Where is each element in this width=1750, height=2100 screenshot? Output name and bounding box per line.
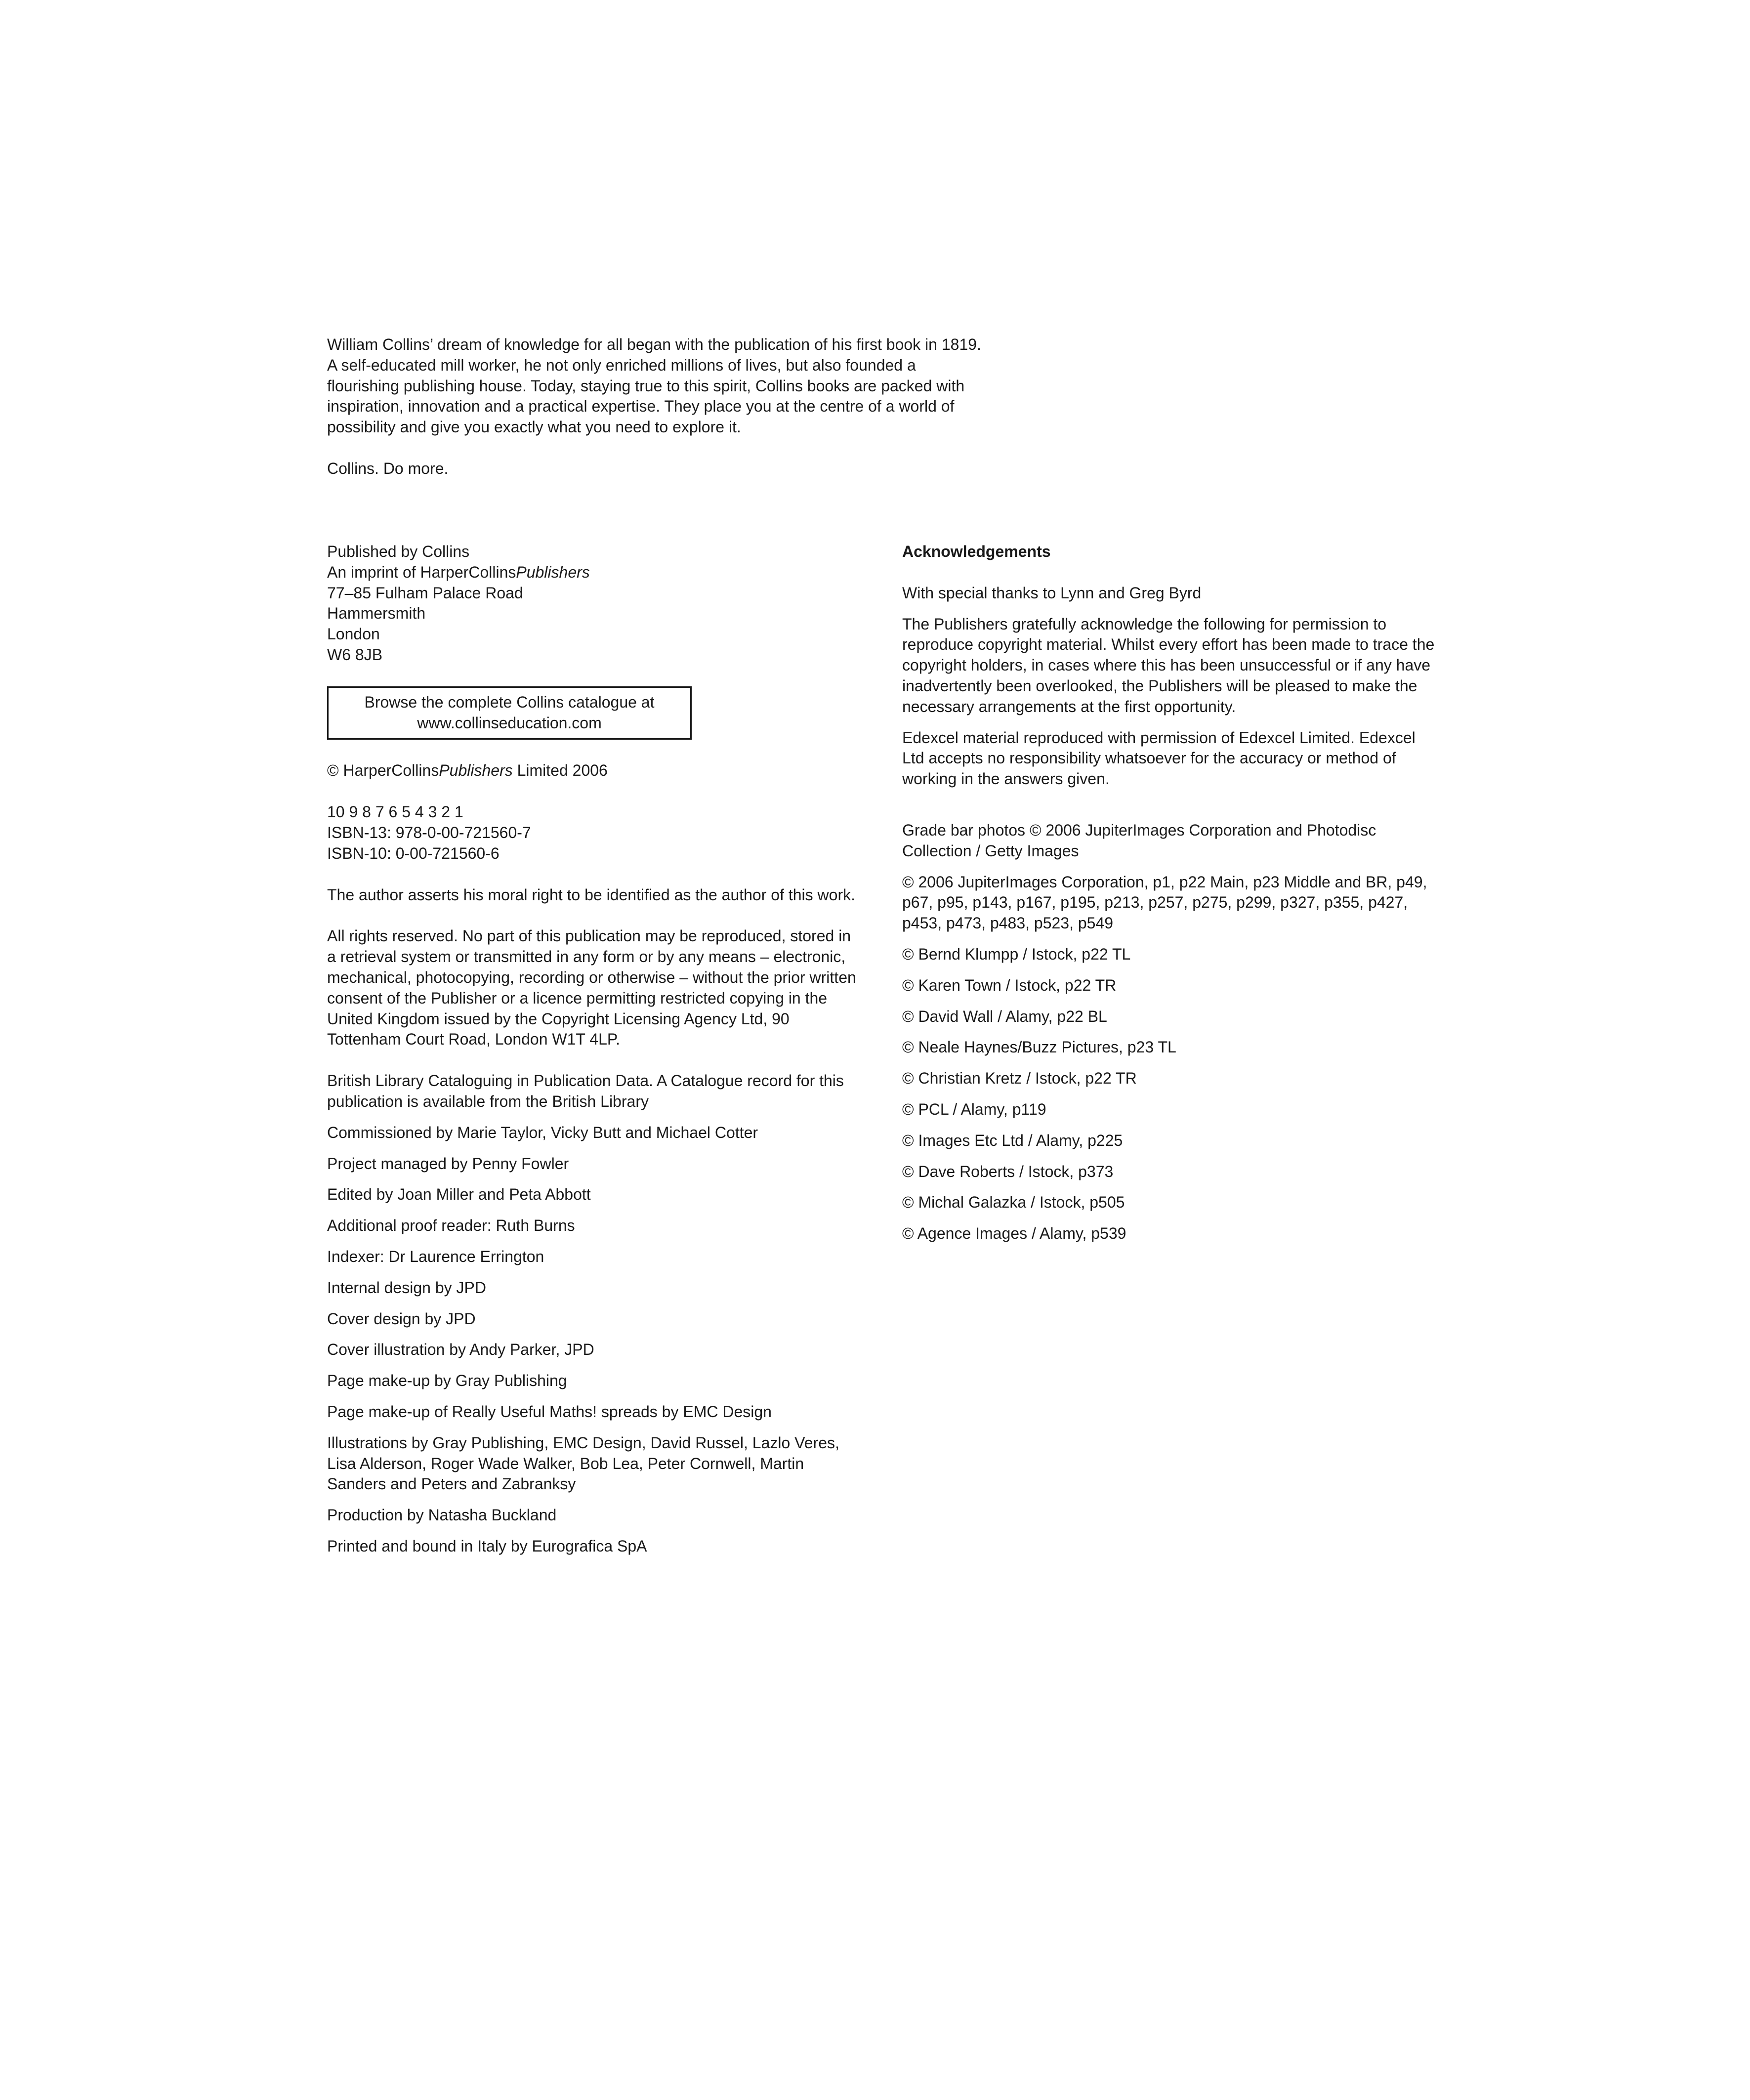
credit-line: Additional proof reader: Ruth Burns — [327, 1217, 575, 1235]
printing-info — [327, 802, 861, 864]
intro-paragraph: William Collins’ dream of knowledge for all began with the publication of his first book in 1819. A self-educated mill worker, he not only enriched millions of lives, but also founded a flourishing publishing house. Today, staying true to this spirit, Collins books are packed with inspiration, innovation and a practical expertise. They place you at the centre of a world of possibility and give you exactly what you need to explore it. — [327, 336, 981, 436]
credit-line: Illustrations by Gray Publishing, EMC Design, David Russel, Lazlo Veres, Lisa Alderson, Roger Wade Walker, Bob Lea, Peter Cornwell, Martin Sanders and Peters and Zabranksy — [327, 1433, 839, 1493]
photo-credit: © Christian Kretz / Istock, p22 TR — [902, 1069, 1137, 1088]
credit-line: Production by Natasha Buckland — [327, 1506, 557, 1524]
acknowledgements-column — [902, 542, 1436, 1255]
photo-credit: © Dave Roberts / Istock, p373 — [902, 1162, 1114, 1180]
imprint-prefix: An imprint of HarperCollins — [327, 563, 516, 581]
address-line: 77–85 Fulham Palace Road — [327, 584, 523, 602]
rights-reserved: All rights reserved. No part of this publication may be reproduced, stored in a retrieval system or transmitted in any form or by any means – electronic, mechanical, photocopying, recording or otherwise – without the prior written consent of the Publisher or a licence permitting restricted copying in the United Kingdom issued by the Copyright Licensing Agency Ltd, 90 Tottenham Court Road, London W1T 4LP. — [327, 927, 856, 1049]
photo-credit: © Neale Haynes/Buzz Pictures, p23 TL — [902, 1038, 1176, 1056]
special-thanks: With special thanks to Lynn and Greg Byrd — [902, 584, 1202, 602]
imprint-italic: Publishers — [516, 563, 590, 581]
credit-line: Indexer: Dr Laurence Errington — [327, 1247, 544, 1265]
copyright-italic: Publishers — [439, 761, 513, 780]
cataloguing-note: British Library Cataloguing in Publication Data. A Catalogue record for this publication is available from the British Library — [327, 1072, 844, 1110]
photo-credit: © Karen Town / Istock, p22 TR — [902, 976, 1117, 994]
print-number-line: 10 9 8 7 6 5 4 3 2 1 — [327, 803, 463, 821]
isbn-10: ISBN-10: 0-00-721560-6 — [327, 844, 500, 862]
publishers-note: The Publishers gratefully acknowledge the following for permission to reproduce copyright material. Whilst every effort has been made to trace the copyright holders, in cases where this has been unsuccessful or if any have inadvertently been overlooked, the Publishers will be pleased to make the necessary arrangements at the first opportunity. — [902, 615, 1435, 715]
credit-line: Printed and bound in Italy by Eurografica SpA — [327, 1537, 647, 1555]
published-by: Published by Collins — [327, 543, 470, 560]
moral-rights: The author asserts his moral right to be identified as the author of this work. — [327, 885, 855, 904]
photo-credit: © Michal Galazka / Istock, p505 — [902, 1193, 1125, 1212]
photo-credit: © David Wall / Alamy, p22 BL — [902, 1007, 1107, 1025]
photo-credit: © 2006 JupiterImages Corporation, p1, p22 Main, p23 Middle and BR, p49, p67, p95, p143, p167, p195, p213, p257, p275, p299, p327, p355, p427, p453, p473, p483, p523, p549 — [902, 873, 1427, 932]
credit-line: Page make-up of Really Useful Maths! spreads by EMC Design — [327, 1402, 772, 1421]
copyright-prefix: © HarperCollins — [327, 761, 439, 780]
photo-credit: © Agence Images / Alamy, p539 — [902, 1224, 1126, 1243]
address-line: London — [327, 625, 380, 643]
address-line: W6 8JB — [327, 645, 383, 664]
credit-line: Commissioned by Marie Taylor, Vicky Butt and Michael Cotter — [327, 1123, 758, 1141]
catalogue-text: Browse the complete Collins catalogue at — [364, 693, 655, 711]
address-line: Hammersmith — [327, 604, 426, 623]
credit-line: Edited by Joan Miller and Peta Abbott — [327, 1185, 591, 1204]
acknowledgements-heading: Acknowledgements — [902, 543, 1051, 560]
edexcel-note: Edexcel material reproduced with permission of Edexcel Limited. Edexcel Ltd accepts no responsibility whatsoever for the accuracy or method of working in the answers given. — [902, 728, 1416, 788]
publisher-address — [327, 542, 861, 666]
catalogue-box — [327, 686, 692, 740]
imprint-column — [327, 542, 861, 1567]
credit-line: Page make-up by Gray Publishing — [327, 1372, 567, 1390]
credit-line: Internal design by JPD — [327, 1278, 486, 1297]
isbn-13: ISBN-13: 978-0-00-721560-7 — [327, 823, 531, 841]
grade-bar-credit: Grade bar photos © 2006 JupiterImages Corporation and Photodisc Collection / Getty Images — [902, 821, 1376, 860]
catalogue-url: www.collinseducation.com — [417, 714, 602, 732]
credit-line: Cover illustration by Andy Parker, JPD — [327, 1341, 594, 1359]
photo-credit: © PCL / Alamy, p119 — [902, 1100, 1046, 1118]
tagline: Collins. Do more. — [327, 459, 449, 477]
copyright-suffix: Limited 2006 — [512, 761, 608, 780]
photo-credit: © Bernd Klumpp / Istock, p22 TL — [902, 945, 1131, 963]
photo-credit: © Images Etc Ltd / Alamy, p225 — [902, 1131, 1123, 1149]
copyright-line — [327, 760, 861, 781]
credit-line: Cover design by JPD — [327, 1309, 476, 1328]
intro-section — [327, 335, 989, 479]
imprint-line — [327, 562, 861, 583]
credit-line: Project managed by Penny Fowler — [327, 1154, 569, 1173]
